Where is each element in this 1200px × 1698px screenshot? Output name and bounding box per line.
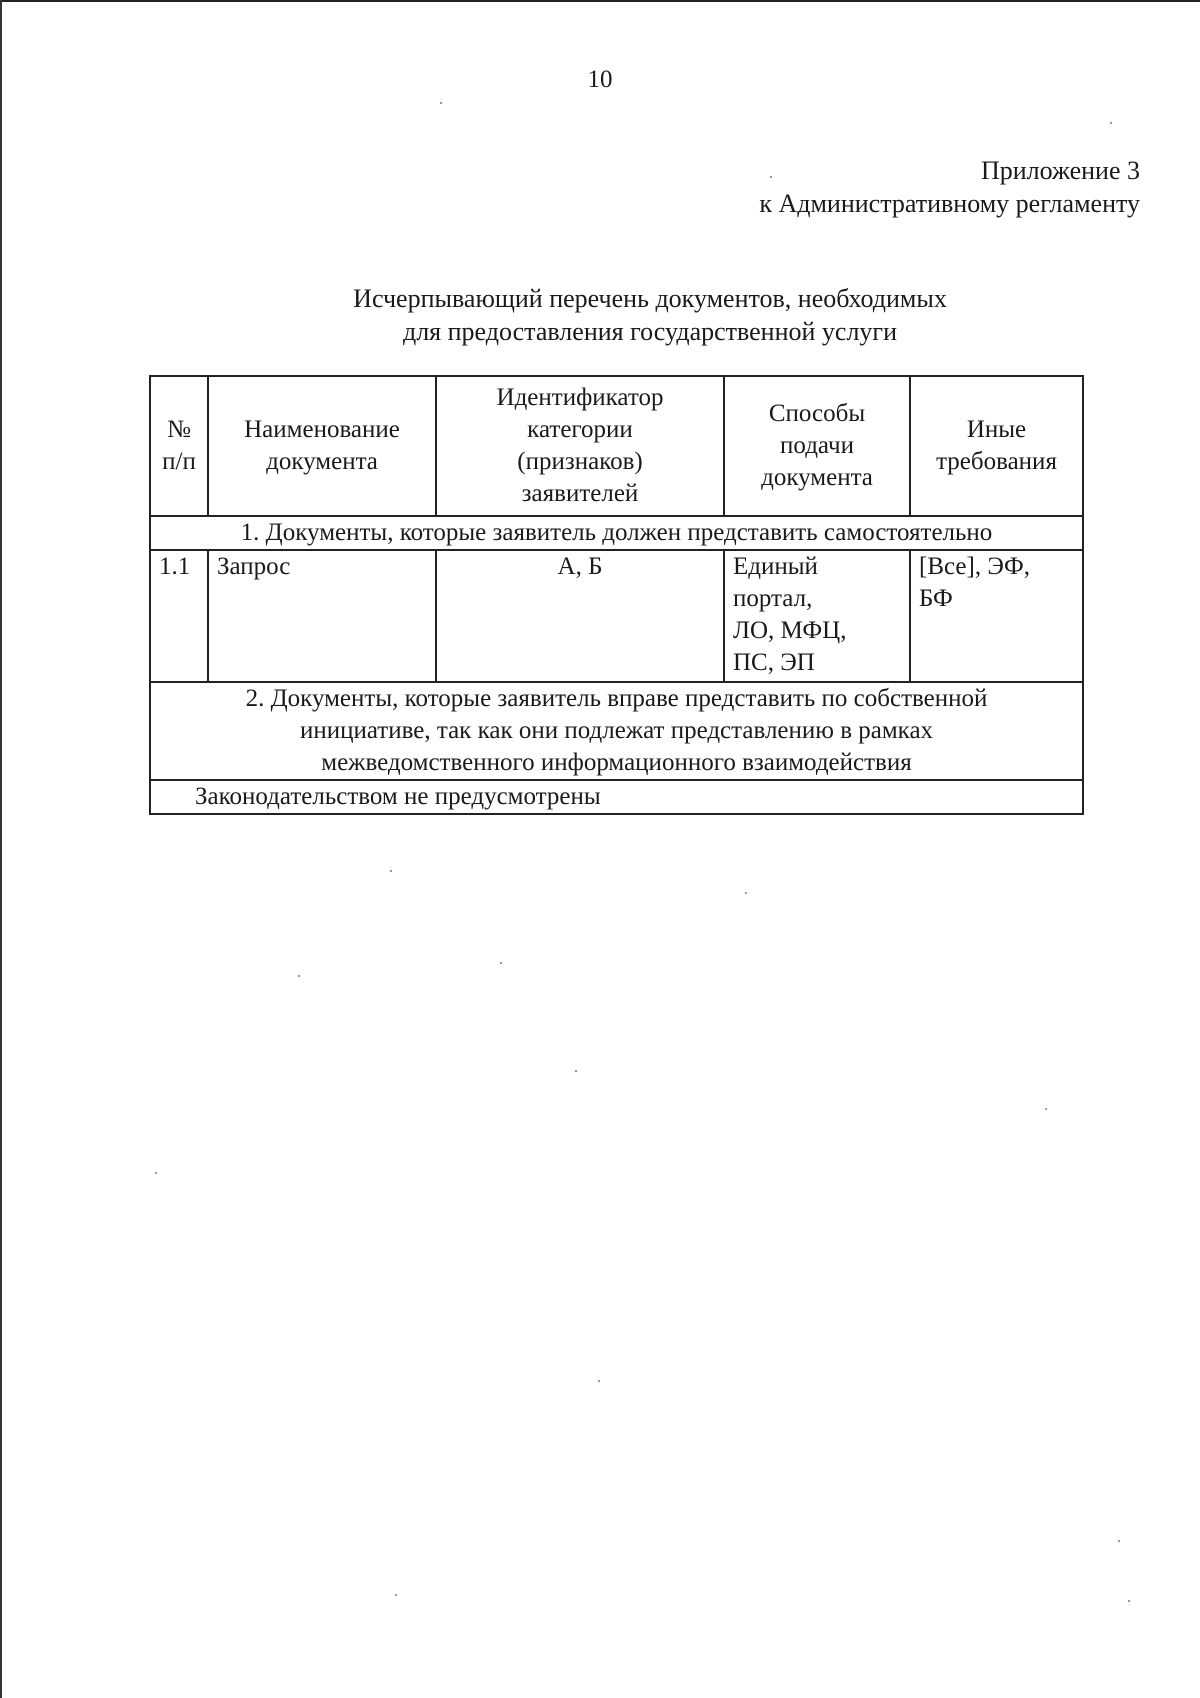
table-header-row bbox=[150, 376, 1083, 516]
section-2-heading bbox=[150, 682, 1083, 780]
header-num bbox=[150, 376, 208, 516]
row-num: 1.1 bbox=[150, 550, 208, 682]
scan-speck bbox=[1110, 122, 1112, 124]
scan-edge-left bbox=[0, 0, 2, 1698]
appendix-line-1: Приложение 3 bbox=[980, 156, 1140, 185]
scan-speck bbox=[395, 1594, 397, 1596]
note-row bbox=[150, 780, 1083, 814]
scan-speck bbox=[155, 1172, 157, 1174]
document-title-line-2: для предоставления государственной услуги bbox=[402, 317, 898, 346]
row-methods-line: ПС, ЭП bbox=[733, 649, 815, 676]
scan-speck bbox=[745, 892, 747, 894]
section-2-line: инициативе, так как они подлежат представлению в рамках bbox=[299, 717, 934, 744]
row-methods-line: Единый bbox=[733, 553, 818, 580]
row-methods-line: портал, bbox=[733, 585, 813, 612]
table-row bbox=[150, 550, 1083, 682]
documents-table bbox=[149, 375, 1084, 815]
header-category bbox=[436, 376, 724, 516]
scan-speck bbox=[390, 870, 392, 872]
section-2-row bbox=[150, 682, 1083, 780]
appendix-label bbox=[759, 154, 1140, 220]
header-other bbox=[910, 376, 1083, 516]
scan-speck bbox=[500, 962, 502, 964]
header-text: Способы bbox=[768, 400, 866, 427]
row-methods bbox=[724, 550, 910, 682]
note-text: Законодательством не предусмотрены bbox=[150, 780, 1083, 814]
header-text: № bbox=[167, 416, 191, 443]
page-number: 10 bbox=[587, 66, 613, 93]
section-2-line: межведомственного информационного взаимодействия bbox=[321, 749, 912, 776]
header-text: Иные bbox=[966, 416, 1027, 443]
header-text: подачи bbox=[780, 432, 854, 459]
scan-edge-top bbox=[0, 0, 1200, 2]
header-text: заявителей bbox=[521, 480, 639, 507]
header-text: Наименование bbox=[244, 416, 400, 443]
row-other bbox=[910, 550, 1083, 682]
header-text: документа bbox=[761, 464, 873, 491]
scan-speck bbox=[1118, 1540, 1120, 1542]
header-text: Идентификатор bbox=[496, 384, 664, 411]
section-1-row bbox=[150, 516, 1083, 550]
header-methods bbox=[724, 376, 910, 516]
scan-speck bbox=[575, 1070, 577, 1072]
row-name: Запрос bbox=[208, 550, 436, 682]
scan-speck bbox=[1045, 1108, 1047, 1110]
header-text: (признаков) bbox=[517, 448, 643, 475]
section-2-line: 2. Документы, которые заявитель вправе представить по собственной bbox=[245, 685, 988, 712]
scan-speck bbox=[298, 975, 300, 977]
scan-speck bbox=[770, 176, 772, 178]
row-category: А, Б bbox=[436, 550, 724, 682]
scan-speck bbox=[1128, 1600, 1130, 1602]
header-name bbox=[208, 376, 436, 516]
scan-speck bbox=[598, 1380, 600, 1382]
row-other-line: [Все], ЭФ, bbox=[919, 553, 1030, 580]
section-1-heading: 1. Документы, которые заявитель должен представить самостоятельно bbox=[150, 516, 1083, 550]
document-title-line-1: Исчерпывающий перечень документов, необходимых bbox=[353, 284, 947, 313]
row-other-line: БФ bbox=[919, 585, 953, 612]
header-text: п/п bbox=[162, 448, 196, 475]
row-methods-line: ЛО, МФЦ, bbox=[733, 617, 847, 644]
header-text: категории bbox=[527, 416, 633, 443]
scan-speck bbox=[440, 102, 442, 104]
header-text: документа bbox=[266, 448, 378, 475]
header-text: требования bbox=[936, 448, 1057, 475]
document-title bbox=[210, 282, 1090, 348]
appendix-line-2: к Административному регламенту bbox=[759, 189, 1140, 218]
